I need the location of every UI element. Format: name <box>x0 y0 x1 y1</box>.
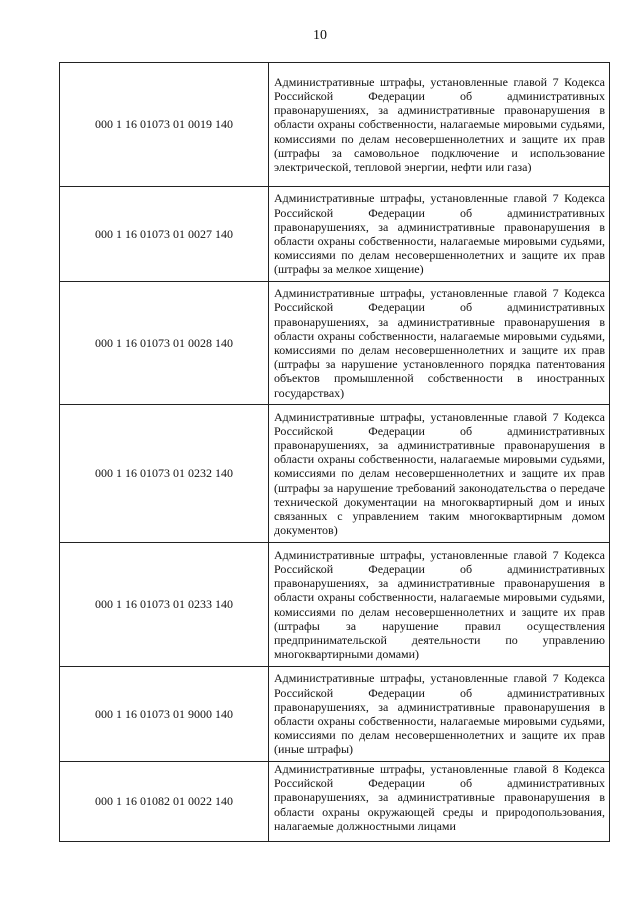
table-row <box>60 187 610 282</box>
code-cell: 000 1 16 01073 01 0232 140 <box>60 405 269 543</box>
description-cell: Административные штрафы, установленные главой 7 Кодекса Российской Федерации об административных правонарушениях, за административные правонарушения в области охраны собственности, налагаемые мировыми судьями, комиссиями по делам несовершеннолетних и защите их прав (штрафы за самовольное подключение и использование электрической, тепловой энергии, нефти или газа) <box>269 63 610 187</box>
table-row <box>60 667 610 762</box>
table-row <box>60 282 610 405</box>
table-row <box>60 405 610 543</box>
description-cell: Административные штрафы, установленные главой 7 Кодекса Российской Федерации об административных правонарушениях, за административные правонарушения в области охраны собственности, налагаемые мировыми судьями, комиссиями по делам несовершеннолетних и защите их прав (иные штрафы) <box>269 667 610 762</box>
code-cell: 000 1 16 01073 01 0233 140 <box>60 543 269 667</box>
budget-codes-table <box>59 62 610 842</box>
description-cell: Административные штрафы, установленные главой 7 Кодекса Российской Федерации об административных правонарушениях, за административные правонарушения в области охраны собственности, налагаемые мировыми судьями, комиссиями по делам несовершеннолетних и защите их прав (штрафы за нарушение требований законодательства о передаче технической документации на многоквартирный дом и иных связанных с управлением таким многоквартирным домом документов) <box>269 405 610 543</box>
code-cell: 000 1 16 01073 01 0028 140 <box>60 282 269 405</box>
code-cell: 000 1 16 01073 01 9000 140 <box>60 667 269 762</box>
description-cell: Административные штрафы, установленные главой 7 Кодекса Российской Федерации об административных правонарушениях, за административные правонарушения в области охраны собственности, налагаемые мировыми судьями, комиссиями по делам несовершеннолетних и защите их прав (штрафы за мелкое хищение) <box>269 187 610 282</box>
description-cell: Административные штрафы, установленные главой 8 Кодекса Российской Федерации об административных правонарушениях, за административные правонарушения в области охраны окружающей среды и природопользования, налагаемые должностными лицами <box>269 762 610 842</box>
code-cell: 000 1 16 01073 01 0019 140 <box>60 63 269 187</box>
page-number: 10 <box>313 28 327 43</box>
table-row <box>60 63 610 187</box>
description-cell: Административные штрафы, установленные главой 7 Кодекса Российской Федерации об административных правонарушениях, за административные правонарушения в области охраны собственности, налагаемые мировыми судьями, комиссиями по делам несовершеннолетних и защите их прав (штрафы за нарушение установленного порядка патентования объектов промышленной собственности в иностранных государствах) <box>269 282 610 405</box>
table-row <box>60 762 610 842</box>
description-cell: Административные штрафы, установленные главой 7 Кодекса Российской Федерации об административных правонарушениях, за административные правонарушения в области охраны собственности, налагаемые мировыми судьями, комиссиями по делам несовершеннолетних и защите их прав (штрафы за нарушение правил осуществления предпринимательской деятельности по управлению многоквартирными домами) <box>269 543 610 667</box>
code-cell: 000 1 16 01073 01 0027 140 <box>60 187 269 282</box>
code-cell: 000 1 16 01082 01 0022 140 <box>60 762 269 842</box>
table-row <box>60 543 610 667</box>
